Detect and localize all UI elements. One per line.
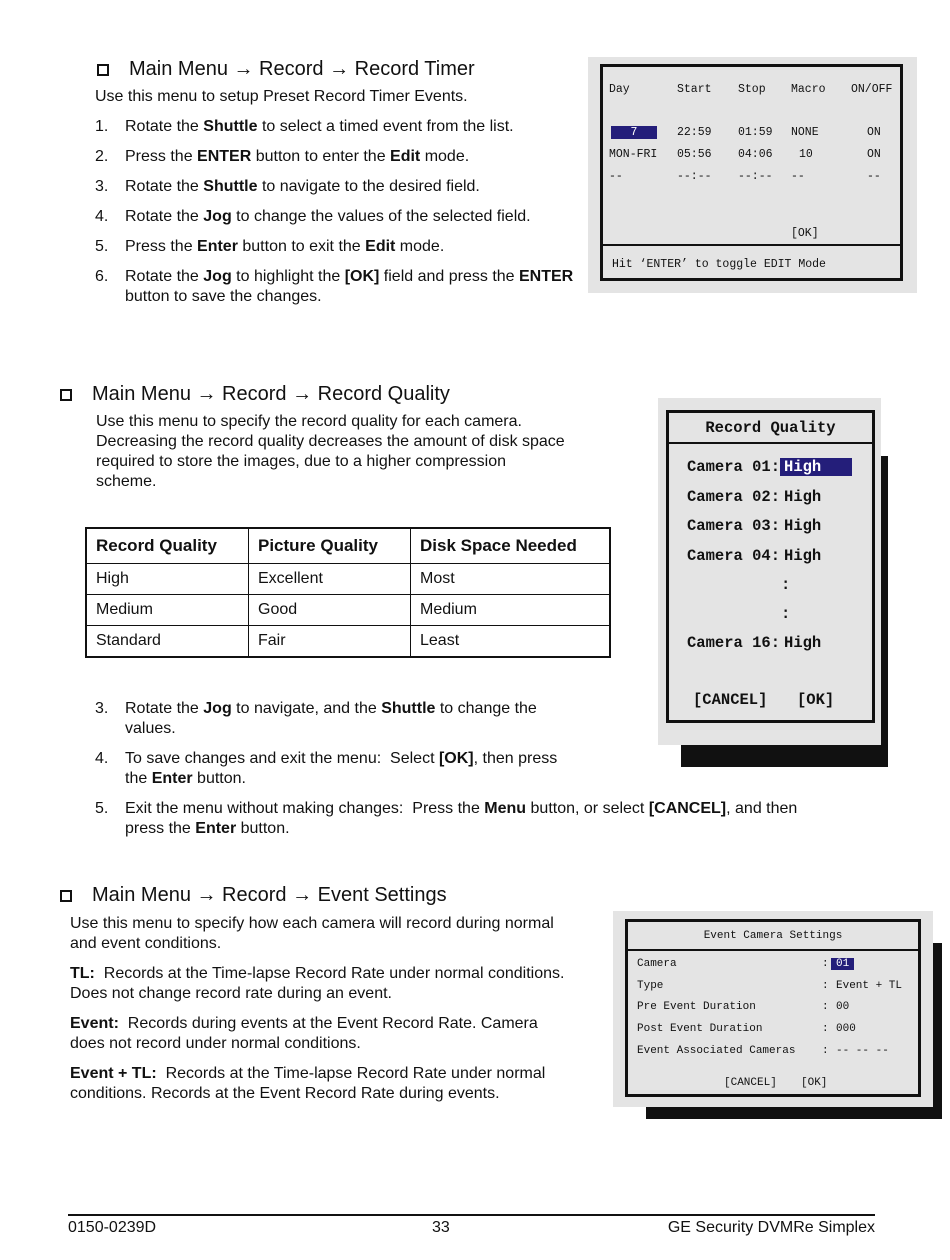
timer-hint: Hit ‘ENTER’ to toggle EDIT Mode — [612, 258, 826, 271]
intro-line: scheme. — [96, 473, 157, 490]
record-quality-table — [85, 527, 611, 658]
camera-row[interactable] — [687, 547, 825, 565]
cancel-button[interactable]: [CANCEL] — [724, 1077, 777, 1089]
field-label: Event Associated Cameras — [637, 1044, 796, 1057]
step-number: 2. — [95, 148, 109, 165]
intro-line: and event conditions. — [70, 935, 222, 952]
record-quality-frame — [666, 410, 875, 723]
event-type-definition — [70, 964, 615, 1004]
definition-line: Does not change record rate during an event. — [70, 985, 392, 1002]
timer-cell: -- — [791, 170, 805, 183]
table-cell: Medium — [411, 595, 611, 626]
ok-button[interactable]: [OK] — [801, 1077, 828, 1089]
event-divider — [628, 949, 918, 951]
footer-rule — [68, 1214, 875, 1216]
timer-divider — [603, 244, 900, 246]
step-number: 3. — [95, 178, 109, 195]
definition-term: TL: — [70, 965, 95, 982]
camera-row[interactable] — [687, 458, 852, 476]
camera-label: Camera 03: — [687, 517, 781, 535]
table-cell: Medium — [86, 595, 249, 626]
step-number: 4. — [95, 208, 109, 225]
step-item — [95, 147, 575, 167]
table-row — [86, 564, 610, 595]
field-separator: : — [822, 1044, 829, 1057]
table-row — [86, 595, 610, 626]
field-value[interactable]: -- -- -- — [836, 1044, 889, 1057]
field-separator: : — [822, 1023, 829, 1036]
table-cell: Most — [411, 564, 611, 595]
step-item — [95, 799, 875, 839]
timer-cell: --:-- — [677, 170, 712, 183]
timer-cell: 22:59 — [677, 126, 712, 139]
checkbox-bullet-icon — [60, 389, 72, 401]
timer-intro: Use this menu to setup Preset Record Timer Events. — [95, 88, 468, 105]
step-text: Rotate the Jog to navigate, and the Shuttle to change the values. — [125, 700, 537, 737]
timer-cell: --:-- — [738, 170, 773, 183]
cancel-button[interactable]: [CANCEL] — [693, 691, 768, 709]
step-text: Rotate the Shuttle to navigate to the desired field. — [125, 178, 480, 195]
field-separator: : — [822, 1001, 829, 1014]
footer-product: GE Security DVMRe Simplex — [667, 1219, 875, 1236]
ellipsis: : — [781, 605, 791, 623]
quality-value: High — [784, 634, 822, 652]
record-timer-frame — [600, 64, 903, 281]
definition-line: Event + TL: Records at the Time-lapse Record Rate under normal — [70, 1065, 546, 1082]
intro-line: Decreasing the record quality decreases the amount of disk space — [96, 433, 565, 450]
timer-cell: 10 — [799, 148, 813, 161]
table-header-row — [86, 528, 610, 564]
camera-label: Camera 01: — [687, 458, 781, 476]
table-cell: Fair — [249, 626, 411, 658]
quality-value-selected: High — [780, 458, 852, 476]
definition-line: Event: Records during events at the Event Record Rate. Camera — [70, 1015, 538, 1032]
footer-page-number: 33 — [432, 1219, 450, 1236]
camera-label: Camera 02: — [687, 487, 781, 506]
step-number: 6. — [95, 268, 109, 285]
field-separator: : — [822, 979, 829, 992]
timer-column-header: Start — [677, 83, 712, 96]
quality-value: High — [784, 546, 822, 565]
timer-column-header: Day — [609, 83, 630, 96]
step-number: 5. — [95, 800, 109, 817]
timer-ok-button[interactable]: [OK] — [791, 227, 819, 240]
timer-cell: 01:59 — [738, 126, 773, 139]
column-header: Disk Space Needed — [411, 528, 611, 564]
section-title-text: Main Menu → Record → Record Timer — [129, 58, 475, 80]
quality-value: High — [784, 487, 822, 506]
section-title-event-settings — [60, 884, 447, 907]
field-label: Pre Event Duration — [637, 1001, 756, 1014]
step-text: Rotate the Jog to change the values of the selected field. — [125, 208, 531, 225]
definition-line: TL: Records at the Time-lapse Record Rate under normal conditions. — [70, 965, 565, 982]
table-cell: Good — [249, 595, 411, 626]
step-text: Press the ENTER button to enter the Edit mode. — [125, 148, 470, 165]
camera-row[interactable] — [687, 488, 825, 506]
camera-row[interactable] — [687, 517, 825, 535]
intro-line: Use this menu to specify the record quality for each camera. — [96, 413, 522, 430]
step-text: Rotate the Shuttle to select a timed event from the list. — [125, 118, 514, 135]
field-value[interactable]: Event + TL — [836, 979, 903, 992]
intro-line: required to store the images, due to a higher compression — [96, 453, 507, 470]
step-text: Rotate the Jog to highlight the [OK] field and press the ENTER button to save the changes. — [125, 268, 574, 305]
column-header: Record Quality — [86, 528, 249, 564]
event-camera-frame — [625, 919, 921, 1097]
checkbox-bullet-icon — [60, 890, 72, 902]
step-item — [95, 177, 575, 197]
step-item — [95, 267, 575, 307]
event-type-definition — [70, 1014, 615, 1054]
section-title-text: Main Menu → Record → Record Quality — [92, 383, 450, 405]
field-value-selected[interactable]: 01 — [831, 958, 854, 970]
timer-selected-day[interactable]: 7 — [611, 126, 657, 139]
table-cell: Standard — [86, 626, 249, 658]
timer-cell: 05:56 — [677, 148, 712, 161]
field-separator: : — [822, 958, 829, 970]
field-value[interactable]: 000 — [836, 1023, 856, 1036]
timer-cell[interactable]: MON-FRI — [609, 148, 658, 161]
field-label: Type — [637, 979, 664, 992]
checkbox-bullet-icon — [97, 64, 109, 76]
definition-term: Event: — [70, 1015, 119, 1032]
timer-cell: 04:06 — [738, 148, 773, 161]
table-cell: Least — [411, 626, 611, 658]
quality-intro — [96, 412, 565, 492]
step-number: 4. — [95, 750, 109, 767]
ellipsis: : — [781, 576, 791, 594]
timer-column-header: ON/OFF — [851, 83, 893, 96]
timer-cell: -- — [867, 170, 881, 183]
field-label: Post Event Duration — [637, 1023, 763, 1036]
events-intro — [70, 914, 554, 954]
field-label: Camera — [637, 958, 677, 970]
section-title-record-timer — [97, 58, 475, 81]
step-number: 3. — [95, 700, 109, 717]
step-item — [95, 237, 575, 257]
quality-divider — [669, 442, 872, 444]
camera-label: Camera 16: — [687, 634, 781, 652]
step-number: 5. — [95, 238, 109, 255]
definition-term: Event + TL: — [70, 1065, 157, 1082]
step-item — [95, 207, 575, 227]
section-title-text: Main Menu → Record → Event Settings — [92, 884, 447, 906]
camera-16-row[interactable] — [687, 634, 825, 652]
field-value[interactable]: 00 — [836, 1001, 850, 1014]
step-text: To save changes and exit the menu: Select [OK], then press the Enter button. — [125, 750, 558, 787]
step-text: Press the Enter button to exit the Edit mode. — [125, 238, 445, 255]
event-type-definitions — [70, 964, 615, 1114]
section-title-record-quality — [60, 383, 450, 406]
timer-cell: ON — [867, 126, 881, 139]
timer-column-header: Stop — [738, 83, 766, 96]
event-type-definition — [70, 1064, 615, 1104]
timer-steps-list — [95, 117, 575, 317]
definition-line: does not record under normal conditions. — [70, 1035, 361, 1052]
intro-line: Use this menu to specify how each camera will record during normal — [70, 915, 554, 932]
footer-doc-number: 0150-0239D — [68, 1219, 157, 1236]
column-header: Picture Quality — [249, 528, 411, 564]
step-text: Exit the menu without making changes: Press the Menu button, or select [CANCEL], and then press the Enter button. — [125, 800, 798, 837]
table-cell: Excellent — [249, 564, 411, 595]
table-cell: High — [86, 564, 249, 595]
step-item — [95, 117, 575, 137]
timer-cell: NONE — [791, 126, 819, 139]
event-screen-title: Event Camera Settings — [703, 930, 843, 942]
definition-line: conditions. Records at the Event Record Rate during events. — [70, 1085, 500, 1102]
timer-cell[interactable]: -- — [609, 170, 623, 183]
camera-label: Camera 04: — [687, 546, 781, 565]
quality-screen-title: Record Quality — [705, 419, 836, 437]
timer-cell: ON — [867, 148, 881, 161]
table-row — [86, 626, 610, 658]
quality-value: High — [784, 517, 822, 535]
timer-column-header: Macro — [791, 83, 826, 96]
ok-button[interactable]: [OK] — [797, 691, 835, 709]
step-number: 1. — [95, 118, 109, 135]
